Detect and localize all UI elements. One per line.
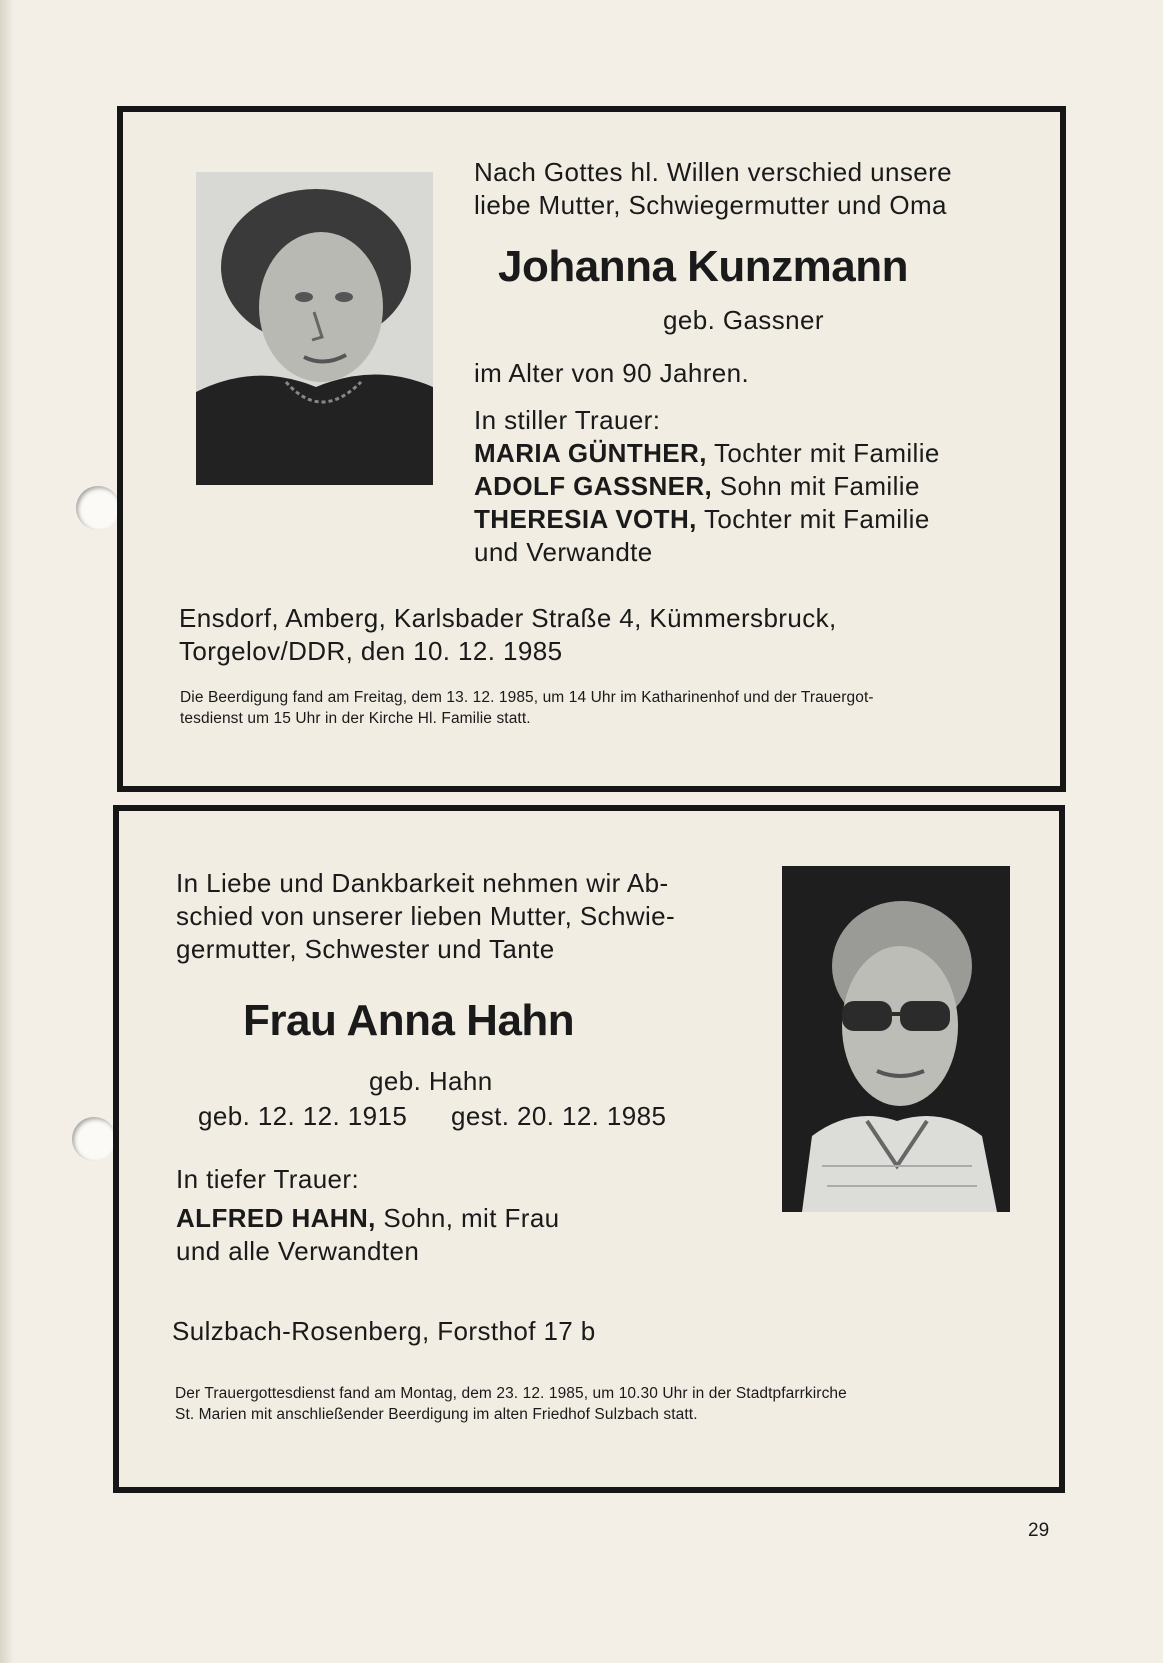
mourner-relation-2: Sohn mit Familie: [719, 471, 920, 501]
place-date-line-1: Ensdorf, Amberg, Karlsbader Straße 4, Kümmersbruck,: [179, 603, 837, 633]
birth-name-gassner: geb. Gassner: [663, 305, 824, 335]
mourning-title: In stiller Trauer:: [474, 405, 661, 435]
mourning-title: In tiefer Trauer:: [176, 1164, 360, 1194]
deceased-name-kunzmann: Johanna Kunzmann: [498, 242, 909, 291]
funeral-info-line-1: Die Beerdigung fand am Freitag, dem 13. 12. 1985, um 14 Uhr im Katharinenhof und der Trauergot-: [180, 689, 874, 706]
mourner-row-1: [474, 437, 940, 470]
portrait-photo-hahn: [782, 866, 1010, 1212]
relatives-text: und alle Verwandten: [176, 1236, 420, 1266]
mourner-name-1: MARIA GÜNTHER,: [474, 438, 707, 468]
binder-hole-bottom: [72, 1117, 116, 1161]
place-text: Sulzbach-Rosenberg, Forsthof 17 b: [172, 1316, 596, 1346]
obituary-notice-hahn: [113, 805, 1065, 1493]
relatives-text: und Verwandte: [474, 537, 653, 567]
place-date-line-2: Torgelov/DDR, den 10. 12. 1985: [179, 636, 563, 666]
page-number: 29: [1028, 1520, 1050, 1541]
birth-name-hahn: geb. Hahn: [369, 1066, 493, 1096]
portrait-hahn-image: [782, 866, 1010, 1212]
intro-line-1: In Liebe und Dankbarkeit nehmen wir Ab-: [176, 868, 669, 898]
funeral-info-line-2: tesdienst um 15 Uhr in der Kirche Hl. Familie statt.: [180, 710, 531, 727]
mourner-name-3: THERESIA VOTH,: [474, 504, 697, 534]
mourner-relation-1: Tochter mit Familie: [714, 438, 940, 468]
portrait-photo-kunzmann: [196, 172, 433, 485]
binder-hole-top: [76, 486, 120, 530]
mourner-name-2: ADOLF GASSNER,: [474, 471, 713, 501]
portrait-kunzmann-image: [196, 172, 433, 485]
mourner-relation: Sohn, mit Frau: [383, 1203, 560, 1233]
mourner-name: ALFRED HAHN,: [176, 1203, 376, 1233]
mourner-relation-3: Tochter mit Familie: [703, 504, 930, 534]
service-info-line-2: St. Marien mit anschließender Beerdigung im alten Friedhof Sulzbach statt.: [175, 1406, 698, 1423]
intro-line-1: Nach Gottes hl. Willen verschied unsere: [474, 157, 953, 187]
service-info-line-1: Der Trauergottesdienst fand am Montag, dem 23. 12. 1985, um 10.30 Uhr in der Stadtpfarrkirche: [175, 1385, 847, 1402]
intro-line-2: schied von unserer lieben Mutter, Schwie-: [176, 901, 676, 931]
birth-date: geb. 12. 12. 1915: [198, 1101, 408, 1131]
mourner-row-3: [474, 503, 930, 536]
obituary-notice-kunzmann: [117, 106, 1066, 792]
mourner-row: [176, 1202, 560, 1235]
deceased-name-hahn: Frau Anna Hahn: [243, 996, 575, 1045]
death-date: gest. 20. 12. 1985: [451, 1101, 667, 1131]
age-text: im Alter von 90 Jahren.: [474, 358, 750, 388]
intro-line-3: germutter, Schwester und Tante: [176, 934, 555, 964]
mourner-row-2: [474, 470, 920, 503]
page-edge-shadow: [0, 0, 14, 1663]
intro-line-2: liebe Mutter, Schwiegermutter und Oma: [474, 190, 947, 220]
